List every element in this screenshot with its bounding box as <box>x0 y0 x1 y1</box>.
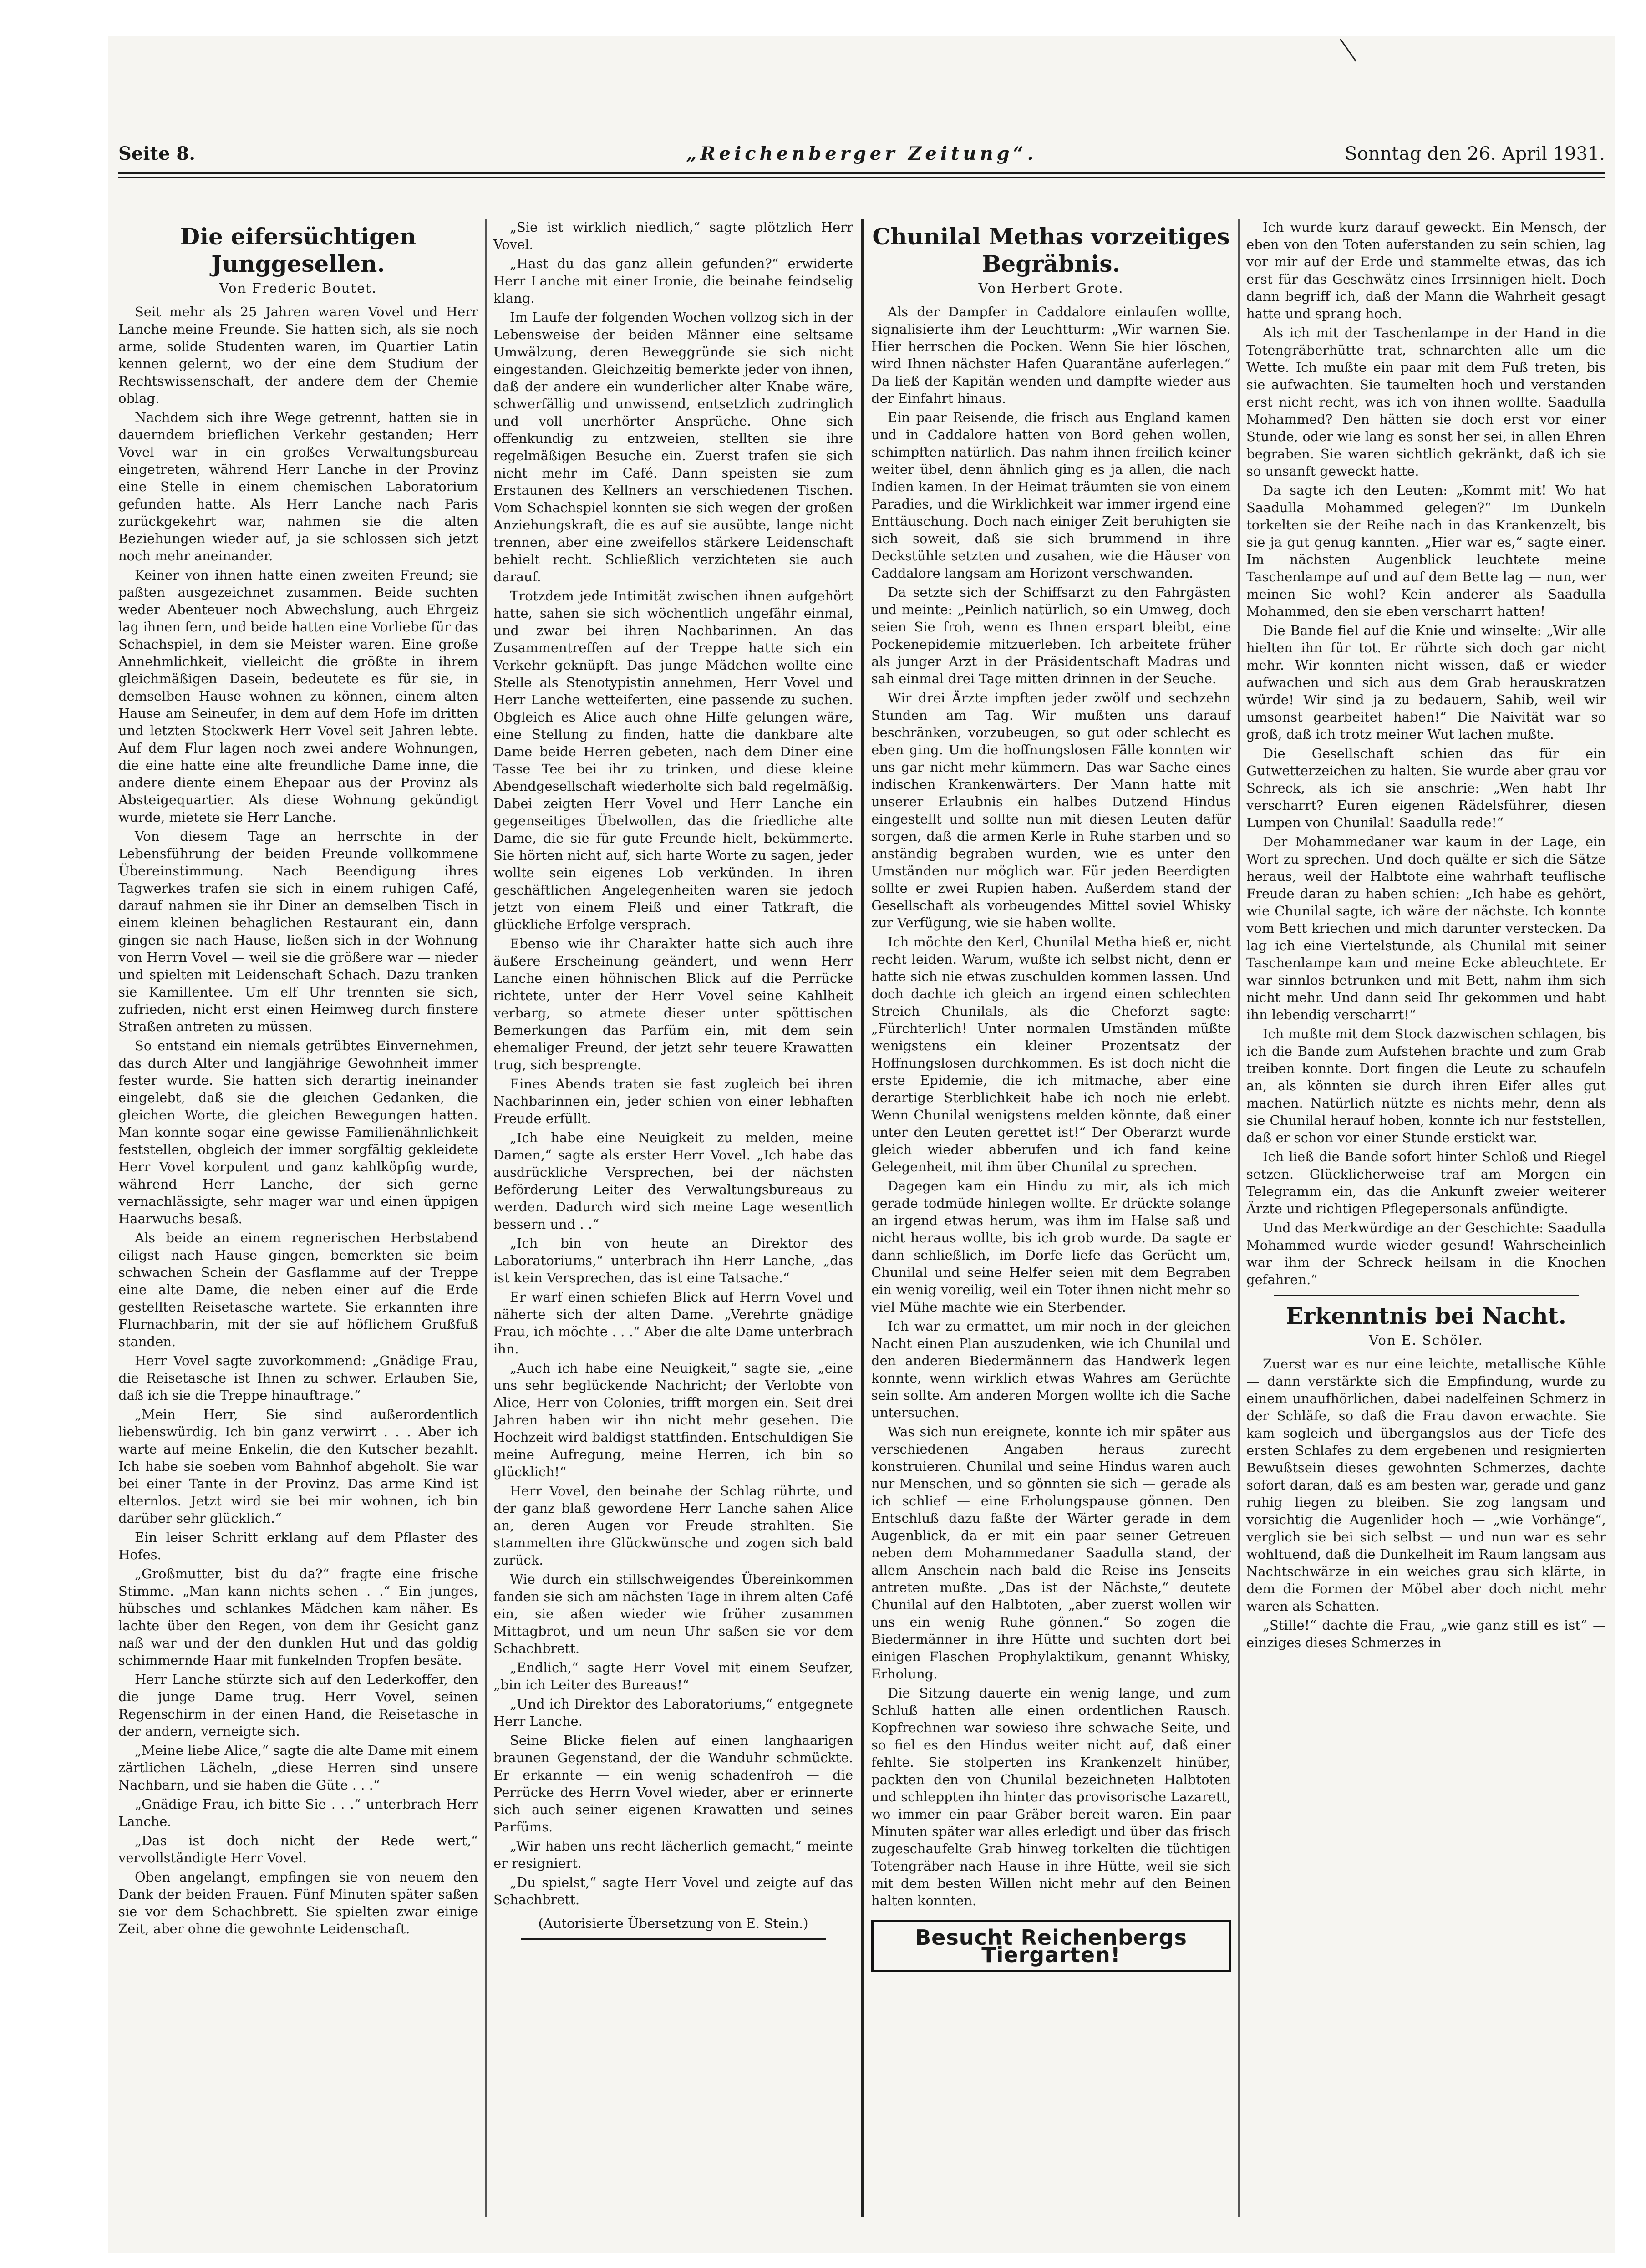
story1-paragraph: Als beide an einem regnerischen Herbstabend eiligst nach Hause gingen, bemerkten sie beim schwachen Schein der Gasflamme auf der Treppe eine alte Dame, die neben einer auf die Erde gestellten Reisetasche wartete. Sie erkannten ihre Flurnachbarin, mit der sie auf höflichem Grußfuß standen. <box>118 1230 478 1349</box>
zoo-advertisement: Besucht Reichenbergs Tiergarten! <box>871 1920 1231 1972</box>
column-divider <box>1238 219 1240 2217</box>
story1-paragraph: Wie durch ein stillschweigendes Übereinkommen fanden sie sich am nächsten Tage in ihrem alten Café ein, sie aßen wieder wie früher zusammen Mittagbrot, und um neun Uhr saßen sie vor dem Schachbrett. <box>493 1571 853 1656</box>
story1-paragraph: „Mein Herr, Sie sind außerordentlich liebenswürdig. Ich bin ganz verwirrt . . . Aber ich warte auf meine Enkelin, die den Kutscher bezahlt. Ich habe sie soeben vom Bahnhof abgeholt. Sie war bei einer Tante in der Provinz. Das arme Kind ist elternlos. Jetzt wird sie bei mir wohnen, ich bin darüber sehr glücklich.“ <box>118 1407 478 1526</box>
story1-byline: Von Frederic Boutet. <box>219 280 377 296</box>
story3-paragraph: Zuerst war es nur eine leichte, metallische Kühle — dann verstärkte sich die Empfindung, wurde zu einem unaufhörlichen, dabei nadelfeinen Schmerz in der Schläfe, so daß die Frau davon erwachte. Sie kam sogleich und übergangslos aus der Tiefe des ersten Schlafes zu dem ergebenen und resignierten Bewußtsein dieses gewohnten Schmerzes, dachte sofort daran, daß es am besten war, gerade und ganz ruhig liegen zu bleiben. Sie zog langsam und vorsichtig die Augenlider hoch — „wie Vorhänge“, verglich sie bei sich selbst — und nun war es sehr wohltuend, daß die Dunkelheit im Raum langsam aus Nachtschwärze in ein weiches grau sich klärte, in dem die Formen der Möbel aber doch nicht mehr waren als Schatten. <box>1246 1356 1606 1614</box>
page-header <box>118 140 1605 168</box>
story1-paragraph: „Sie ist wirklich niedlich,“ sagte plötzlich Herr Vovel. <box>493 219 853 252</box>
story2-paragraph: Die Bande fiel auf die Knie und winselte: „Wir alle hielten ihn für tot. Er rührte sich doch gar nicht mehr. Wir konnten nicht wissen, daß er wieder aufwachen und sich aus dem Grab herauskratzen würde! Wir sind ja zu bedauern, Sahib, weil wir umsonst gearbeitet haben!“ Die Naivität war so groß, daß ich trotz meiner Wut lachen mußte. <box>1246 623 1606 742</box>
issue-date: Sonntag den 26. April 1931. <box>1345 143 1605 164</box>
story2-paragraph: Die Sitzung dauerte ein wenig lange, und zum Schluß hatten alle einen ordentlichen Rausch. Kopfrechnen war sowieso ihre schwache Seite, und so fiel es den Hindus weiter nicht auf, daß einer fehlte. Sie stolperten ins Krankenzelt hinüber, packten den von Chunilal bezeichneten Halbtoten und schleppten ihn hinter das provisorische Lazarett, wo immer ein paar Gräber bereit waren. Ein paar Minuten später war alles erledigt und über das frisch zugeschaufelte Grab hinweg torkelten die tüchtigen Totengräber nach Hause in ihre Hütte, weil sie sich mit dem besten Willen nicht mehr auf den Beinen halten konnten. <box>871 1685 1231 1908</box>
story1-paragraph: Trotzdem jede Intimität zwischen ihnen aufgehört hatte, sahen sie sich wöchentlich ungefähr einmal, und zwar bei ihren Nachbarinnen. An das Zusammentreffen auf der Treppe hatte sich ein Verkehr geknüpft. Das junge Mädchen wollte eine Stelle als Stenotypistin annehmen, Herr Vovel und Herr Lanche wetteiferten, eine passende zu suchen. Obgleich es Alice auch ohne Hilfe gelungen wäre, eine Stellung zu finden, hatte die dankbare alte Dame beide Herren gebeten, nach dem Diner eine Tasse Tee bei ihr zu trinken, und diese kleine Abendgesellschaft wiederholte sich bald regelmäßig. Dabei zeigten Herr Vovel und Herr Lanche ein gegenseitiges Übelwollen, das die friedliche alte Dame, die sie für gute Freunde hielt, bekümmerte. Sie hörten nicht auf, sich harte Worte zu sagen, jeder wollte sein eigenes Lob verkünden. In ihren geschäftlichen Angelegenheiten waren sie jedoch jetzt von einem Fleiß und einer Tatkraft, die glückliche Erfolge versprach. <box>493 588 853 932</box>
story2-paragraph: Ich mußte mit dem Stock dazwischen schlagen, bis ich die Bande zum Aufstehen brachte und zum Grab treiben konnte. Dort fingen die Leute zu schaufeln an, als könnten sie durch ihren Eifer alles gut machen. Natürlich nützte es nichts mehr, denn als sie Chunilal herauf hoben, konnte ich nur feststellen, daß er schon vor einer Stunde erstickt war. <box>1246 1026 1606 1145</box>
story1-paragraph: „Du spielst,“ sagte Herr Vovel und zeigte auf das Schachbrett. <box>493 1875 853 1907</box>
story2-paragraph: Da setzte sich der Schiffsarzt zu den Fahrgästen und meinte: „Peinlich natürlich, so ein Umweg, doch seien Sie froh, wenn es Ihnen erspart bleibt, eine Pockenepidemie mitzuerleben. Ich arbeitete früher als junger Arzt in der Präsidentschaft Madras und sah einmal drei Tage mitten drinnen in der Seuche. <box>871 585 1231 687</box>
column-divider <box>485 219 487 2217</box>
translation-note: (Autorisierte Übersetzung von E. Stein.) <box>538 1916 808 1931</box>
story1-paragraph: Ein leiser Schritt erklang auf dem Pflaster des Hofes. <box>118 1530 478 1562</box>
story2-paragraph: Dagegen kam ein Hindu zu mir, als ich mich gerade todmüde hinlegen wollte. Er drückte solange an irgend etwas herum, was ihm im Halse saß und nicht heraus wollte, bis ich grob wurde. Da sagte er dann schließlich, im Dorfe liefe das Gerücht um, Chunilal und seine Helfer seien mit dem Begraben ein wenig voreilig, weil ein Toter ihnen nicht mehr so viel Mühe machte wie ein Sterbender. <box>871 1178 1231 1315</box>
story1-paragraph: Oben angelangt, empfingen sie von neuem den Dank der beiden Frauen. Fünf Minuten später saßen sie vor dem Schachbrett. Sie spielten zwar einige Zeit, aber ohne die gewohnte Leidenschaft. <box>118 1869 478 1937</box>
story2-paragraph: Die Gesellschaft schien das für ein Gutwetterzeichen zu halten. Sie wurde aber grau vor Schreck, als ich sie anschrie: „Wen habt Ihr verscharrt? Euren eigenen Rädelsführer, diesen Lumpen von Chunilal! Saadulla rede!“ <box>1246 746 1606 830</box>
story1-paragraph: „Endlich,“ sagte Herr Vovel mit einem Seufzer, „bin ich Leiter des Bureaus!“ <box>493 1660 853 1693</box>
header-rule <box>118 172 1605 174</box>
story2-paragraph: Da sagte ich den Leuten: „Kommt mit! Wo hat Saadulla Mohammed gelegen?“ Im Dunkeln torkelten sie der Reihe nach in das Krankenzelt, bis sie ja gut genug kannten. „Hier war es,“ sagte einer. Im nächsten Augenblick leuchtete meine Taschenlampe auf und auf dem Bette lag — nun, wer meinen Sie wohl? Kein anderer als Saadulla Mohammed, den sie eben verscharrt hatten! <box>1246 483 1606 619</box>
story2-paragraph: Ich wurde kurz darauf geweckt. Ein Mensch, der eben von den Toten auferstanden zu sein schien, lag vor mir auf der Erde und stammelte etwas, das ich erst für das Geschwätz eines Irrsinnigen hielt. Doch dann begriff ich, daß der Mann die Wahrheit gesagt hatte und sprang hoch. <box>1246 219 1606 321</box>
column-3 <box>871 219 1231 2235</box>
newspaper-page <box>108 36 1615 2253</box>
story1-paragraph: Seine Blicke fielen auf einen langhaarigen braunen Gegenstand, der die Wanduhr schmückte. Er erkannte — ein wenig schadenfroh — die Perrücke des Herrn Vovel wieder, aber er erinnerte sich auch seiner eigenen Krawatten und seines Parfüms. <box>493 1733 853 1835</box>
story-end-rule <box>1274 1295 1579 1296</box>
story1-paragraph: „Hast du das ganz allein gefunden?“ erwiderte Herr Lanche mit einer Ironie, die beinahe feindselig klang. <box>493 256 853 306</box>
story2-paragraph: Was sich nun ereignete, konnte ich mir später aus verschiedenen Angaben heraus zurecht konstruieren. Chunilal und seine Hindus waren auch nur Menschen, und so gönnten sie sich — gerade als ich schlief — eine Erholungspause gönnen. Den Entschluß dazu faßte der Wärter gerade in dem Augenblick, da er mit ein paar seiner Getreuen neben dem Mohammedaner Saadulla stand, der allem Anschein nach bald die Reise ins Jenseits antreten mußte. „Das ist der Nächste,“ deutete Chunilal auf den Halbtoten, „aber zuerst wollen wir uns ein wenig Ruhe gönnen.“ So zogen die Biedermänner in ihre Hütte und suchten dort bei einigen Flaschen Prophylaktikum, genannt Whisky, Erholung. <box>871 1424 1231 1682</box>
newspaper-title: „Reichenberger Zeitung“. <box>686 143 1037 164</box>
story1-paragraph: „Wir haben uns recht lächerlich gemacht,“ meinte er resigniert. <box>493 1838 853 1871</box>
story1-paragraph: „Und ich Direktor des Laboratoriums,“ entgegnete Herr Lanche. <box>493 1696 853 1729</box>
story1-paragraph: Herr Lanche stürzte sich auf den Lederkoffer, den die junge Dame trug. Herr Vovel, seinen Regenschirm in der einen Hand, die Reisetasche in der andern, verneigte sich. <box>118 1672 478 1739</box>
story2-paragraph: Ich möchte den Kerl, Chunilal Metha hieß er, nicht recht leiden. Warum, wußte ich selbst nicht, denn er hatte sich nie etwas zuschulden kommen lassen. Und doch dachte ich gleich an irgend einen schlechten Streich Chunilals, als die Cheforzt sagte: „Fürchterlich! Unter normalen Umständen müßte wenigstens ein kleiner Prozentsatz der Hoffnungslosen durchkommen. Es ist doch nicht die erste Epidemie, die ich mitmache, aber eine derartige Sterblichkeit habe ich noch nie erlebt. Wenn Chunilal wenigstens melden könnte, daß einer unter den Leuten gerettet ist!“ Der Oberarzt wurde gleich wieder abberufen und ich fand keine Gelegenheit, mit ihm über Chunilal zu sprechen. <box>871 934 1231 1175</box>
story1-paragraph: „Ich bin von heute an Direktor des Laboratoriums,“ unterbrach ihn Herr Lanche, „das ist kein Versprechen, das ist eine Tatsache.“ <box>493 1236 853 1286</box>
page-margin <box>0 0 108 2268</box>
story3-title: Erkenntnis bei Nacht. <box>1285 1302 1567 1329</box>
story2-paragraph: Und das Merkwürdige an der Geschichte: Saadulla Mohammed wurde wieder gesund! Wahrscheinlich war ihm der Schreck heilsam in die Knochen gefahren.“ <box>1246 1220 1606 1287</box>
story1-title: Die eifersüchtigen Junggesellen. <box>180 223 417 277</box>
story2-paragraph: Als der Dampfer in Caddalore einlaufen wollte, signalisierte ihm der Leuchtturm: „Wir warnen Sie. Hier herrschen die Pocken. Wenn Sie hier löschen, wird Ihnen nächster Hafen Quarantäne auferlegen.“ Da ließ der Kapitän wenden und dampfte wieder aus der Einfahrt hinaus. <box>871 304 1231 406</box>
story1-paragraph: „Auch ich habe eine Neuigkeit,“ sagte sie, „eine uns sehr beglückende Nachricht; der Verlobte von Alice, Herr von Colonies, trifft morgen ein. Seit drei Jahren haben wir ihn nicht mehr gesehen. Die Hochzeit wird baldigst stattfinden. Entschuldigen Sie meine Aufregung, meine Herren, ich bin so glücklich!“ <box>493 1360 853 1480</box>
story1-paragraph: Eines Abends traten sie fast zugleich bei ihren Nachbarinnen ein, jeder schien von einer lebhaften Freude erfüllt. <box>493 1076 853 1126</box>
column-4 <box>1246 219 1606 2235</box>
story1-paragraph: Er warf einen schiefen Blick auf Herrn Vovel und näherte sich der alten Dame. „Verehrte gnädige Frau, ich möchte . . .“ Aber die alte Dame unterbrach ihn. <box>493 1289 853 1357</box>
header-rule-thin <box>118 177 1605 178</box>
story2-paragraph: Ich war zu ermattet, um mir noch in der gleichen Nacht einen Plan auszudenken, wie ich Chunilal und den anderen Biedermännern das Handwerk legen konnte, wenn wirklich etwas Wahres am Gerüchte sein sollte. Am anderen Morgen wollte ich die Sache untersuchen. <box>871 1318 1231 1420</box>
story1-paragraph: „Meine liebe Alice,“ sagte die alte Dame mit einem zärtlichen Lächeln, „diese Herren sind unsere Nachbarn, und sie haben die Güte . . .“ <box>118 1743 478 1793</box>
story3-paragraph: „Stille!“ dachte die Frau, „wie ganz still es ist“ — einziges dieses Schmerzes in <box>1246 1617 1606 1650</box>
story3-byline: Von E. Schöler. <box>1369 1332 1483 1348</box>
story-end-rule <box>521 1938 826 1940</box>
story2-byline: Von Herbert Grote. <box>978 280 1124 296</box>
story1-paragraph: Im Laufe der folgenden Wochen vollzog sich in der Lebensweise der beiden Männer eine seltsame Umwälzung, deren Beweggründe sie sich nicht eingestanden. Gleichzeitig bemerkte jeder von ihnen, daß der andere ein wunderlicher alter Knabe wäre, schwerfällig und unwissend, entsetzlich zudringlich und voll unerhörter Ansprüche. Ohne sich offenkundig zu entzweien, stellten sie ihre regelmäßigen Besuche ein. Zuerst trafen sie sich nicht mehr im Café. Dann speisten sie zum Erstaunen des Kellners an verschiedenen Tischen. Vom Schachspiel konnten sie sich wegen der großen Anziehungskraft, die es auf sie ausübte, lange nicht trennen, aber eine zweifellos stärkere Leidenschaft behielt recht. Schließlich verzichteten sie auch darauf. <box>493 310 853 585</box>
story1-paragraph: „Das ist doch nicht der Rede wert,“ vervollständigte Herr Vovel. <box>118 1833 478 1866</box>
story2-paragraph: Wir drei Ärzte impften jeder zwölf und sechzehn Stunden am Tag. Wir mußten uns darauf beschränken, vorzubeugen, so gut oder schlecht es eben ging. Um die hoffnungslosen Fälle konnten wir uns gar nicht mehr kümmern. Das war Sache eines indischen Krankenwärters. Der Mann hatte mit unserer Erlaubnis ein halbes Dutzend Hindus eingestellt und sollte nun mit diesen Leuten dafür sorgen, daß die armen Kerle in Ruhe starben und so anständig begraben wurden, wie es unter den Umständen nur möglich war. Für jeden Beerdigten sollte er zwei Rupien haben. Außerdem stand der Gesellschaft als vorbeugendes Mittel soviel Whisky zur Verfügung, wie sie haben wollte. <box>871 690 1231 931</box>
story1-paragraph: Herr Vovel, den beinahe der Schlag rührte, und der ganz blaß gewordene Herr Lanche sahen Alice an, deren Augen vor Freude strahlten. Sie stammelten ihre Glückwünsche und zogen sich bald zurück. <box>493 1483 853 1568</box>
story2-paragraph: Ich ließ die Bande sofort hinter Schloß und Riegel setzen. Glücklicherweise traf am Morgen ein Telegramm ein, das die Ankunft zweier weiterer Ärzte und richtigen Pflegepersonals anfündigte. <box>1246 1149 1606 1216</box>
story1-paragraph: Keiner von ihnen hatte einen zweiten Freund; sie paßten ausgezeichnet zusammen. Beide suchten weder Abenteuer noch Abwechslung, auch Ehrgeiz lag ihnen fern, und beide hatten eine Vorliebe für das Schachspiel, in dem sie Meister waren. Eine große Annehmlichkeit, vielleicht die größte in ihrem gleichmäßigen Dasein, bedeutete es für sie, in demselben Hause wohnen zu können, einem alten Hause am Seineufer, in dem auf dem Hofe im dritten und letzten Stockwerk Herr Vovel seit Jahren lebte. Auf dem Flur lagen noch zwei andere Wohnungen, die eine hatte eine alte freundliche Dame inne, die andere diente einem Ehepaar aus der Provinz als Absteigequartier. Als diese Wohnung gekündigt wurde, mietete sie Herr Lanche. <box>118 567 478 825</box>
story1-paragraph: Von diesem Tage an herrschte in der Lebensführung der beiden Freunde vollkommene Übereinstimmung. Nach Beendigung ihres Tagwerkes trafen sie sich in einem ruhigen Café, darauf nahmen sie ihr Diner an demselben Tisch in einem kleinen behaglichen Restaurant ein, dann gingen sie nach Hause, ließen sich in der Wohnung von Herrn Vovel — weil sie die größere war — nieder und spielten mit Leidenschaft Schach. Dazu tranken sie Kamillentee. Um elf Uhr trennten sie sich, zufrieden, nicht erst einen Heimweg durch finstere Straßen antreten zu müssen. <box>118 829 478 1034</box>
story1-paragraph: Herr Vovel sagte zuvorkommend: „Gnädige Frau, die Reisetasche ist Ihnen zu schwer. Erlauben Sie, daß ich sie die Treppe hinauftrage.“ <box>118 1353 478 1403</box>
story1-paragraph: „Großmutter, bist du da?“ fragte eine frische Stimme. „Man kann nichts sehen . .“ Ein junges, hübsches und schlankes Mädchen kam näher. Es lachte über den Regen, von dem ihr Gesicht ganz naß war und der den dunklen Hut und das goldig schimmernde Haar mit funkelnden Tropfen besäte. <box>118 1566 478 1668</box>
story1-paragraph: So entstand ein niemals getrübtes Einvernehmen, das durch Alter und langjährige Gewohnheit immer fester wurde. Sie hatten sich derartig ineinander eingelebt, daß sie die gleichen Gedanken, die gleichen Worte, die gleichen Bewegungen hatten. Man konnte sogar eine gewisse Familienähnlichkeit feststellen, obgleich der immer sorgfältig gekleidete Herr Vovel korpulent und ganz kahlköpfig wurde, während Herr Lanche, der sich gerne vernachlässigte, sehr mager war und einen üppigen Haarwuchs besaß. <box>118 1038 478 1226</box>
column-divider-heavy <box>861 219 864 2217</box>
story2-paragraph: Der Mohammedaner war kaum in der Lage, ein Wort zu sprechen. Und doch quälte er sich die Sätze heraus, weil der Halbtote eine wahrhaft teuflische Freude daran zu haben schien: „Ich habe es gehört, wie Chunilal sagte, ich wäre der nächste. Ich konnte vom Bett kriechen und mich darunter verstecken. Da lag ich eine Viertelstunde, als Chunilal mit seiner Taschenlampe kam und meine Ecke ableuchtete. Er war sinnlos betrunken und mit Bett, nahm ihm sich nicht mehr. Und dann seid Ihr gekommen und habt ihn lebendig verscharrt!“ <box>1246 834 1606 1022</box>
story2-title: Chunilal Methas vorzeitiges Begräbnis. <box>872 223 1230 277</box>
story1-paragraph: „Ich habe eine Neuigkeit zu melden, meine Damen,“ sagte als erster Herr Vovel. „Ich habe das ausdrückliche Versprechen, bei der nächsten Beförderung Leiter des Verwaltungsbureaus zu werden. Dadurch wird sich meine Lage wesentlich bessern und . .“ <box>493 1130 853 1232</box>
story1-paragraph: Seit mehr als 25 Jahren waren Vovel und Herr Lanche meine Freunde. Sie hatten sich, als sie noch arme, solide Studenten waren, im Quartier Latin kennen gelernt, wo der eine dem Studium der Rechtswissenschaft, der andere dem der Chemie oblag. <box>118 304 478 406</box>
story1-paragraph: „Gnädige Frau, ich bitte Sie . . .“ unterbrach Herr Lanche. <box>118 1796 478 1829</box>
story1-paragraph: Nachdem sich ihre Wege getrennt, hatten sie in dauerndem brieflichen Verkehr gestanden; Herr Vovel war in ein großes Verwaltungsbureau eingetreten, während Herr Lanche in der Provinz eine Stelle in einem chemischen Laboratorium gefunden hatte. Als Herr Lanche nach Paris zurückgekehrt war, nahmen sie die alten Beziehungen wieder auf, ja sie schlossen sich jetzt noch mehr aneinander. <box>118 410 478 564</box>
page-number: Seite 8. <box>118 143 196 164</box>
column-1 <box>118 219 478 2235</box>
story2-paragraph: Ein paar Reisende, die frisch aus England kamen und in Caddalore hatten von Bord gehen wollen, schimpften natürlich. Das nahm ihnen freilich keiner weiter übel, denn ähnlich ging es ja allen, die nach Indien kamen. In der Heimat träumten sie von einem Paradies, und die Wirklichkeit war immer irgend eine Enttäuschung. Doch nach einiger Zeit beruhigten sie sich soweit, daß sie sich brummend in ihre Deckstühle setzten und zusahen, wie die Häuser von Caddalore langsam am Horizont verschwanden. <box>871 410 1231 581</box>
story1-paragraph: Ebenso wie ihr Charakter hatte sich auch ihre äußere Erscheinung geändert, und wenn Herr Lanche einen höhnischen Blick auf die Perrücke richtete, unter der Herr Vovel seine Kahlheit verbarg, so atmete dieser unter spöttischen Bemerkungen das Parfüm ein, mit dem sein ehemaliger Freund, der jetzt sehr teuere Krawatten trug, sich besprengte. <box>493 936 853 1073</box>
column-2 <box>493 219 853 2235</box>
story2-paragraph: Als ich mit der Taschenlampe in der Hand in die Totengräberhütte trat, schnarchten alle um die Wette. Ich mußte ein paar mit dem Fuß treten, bis sie aufwachten. Sie taumelten hoch und verstanden erst nicht recht, was ich von ihnen wollte. Saadulla Mohammed? Den hätten sie doch erst vor einer Stunde, oder wie lang es sonst her sei, in allen Ehren begraben. Sie waren sichtlich gekränkt, daß ich sie so unsanft geweckt hatte. <box>1246 325 1606 479</box>
